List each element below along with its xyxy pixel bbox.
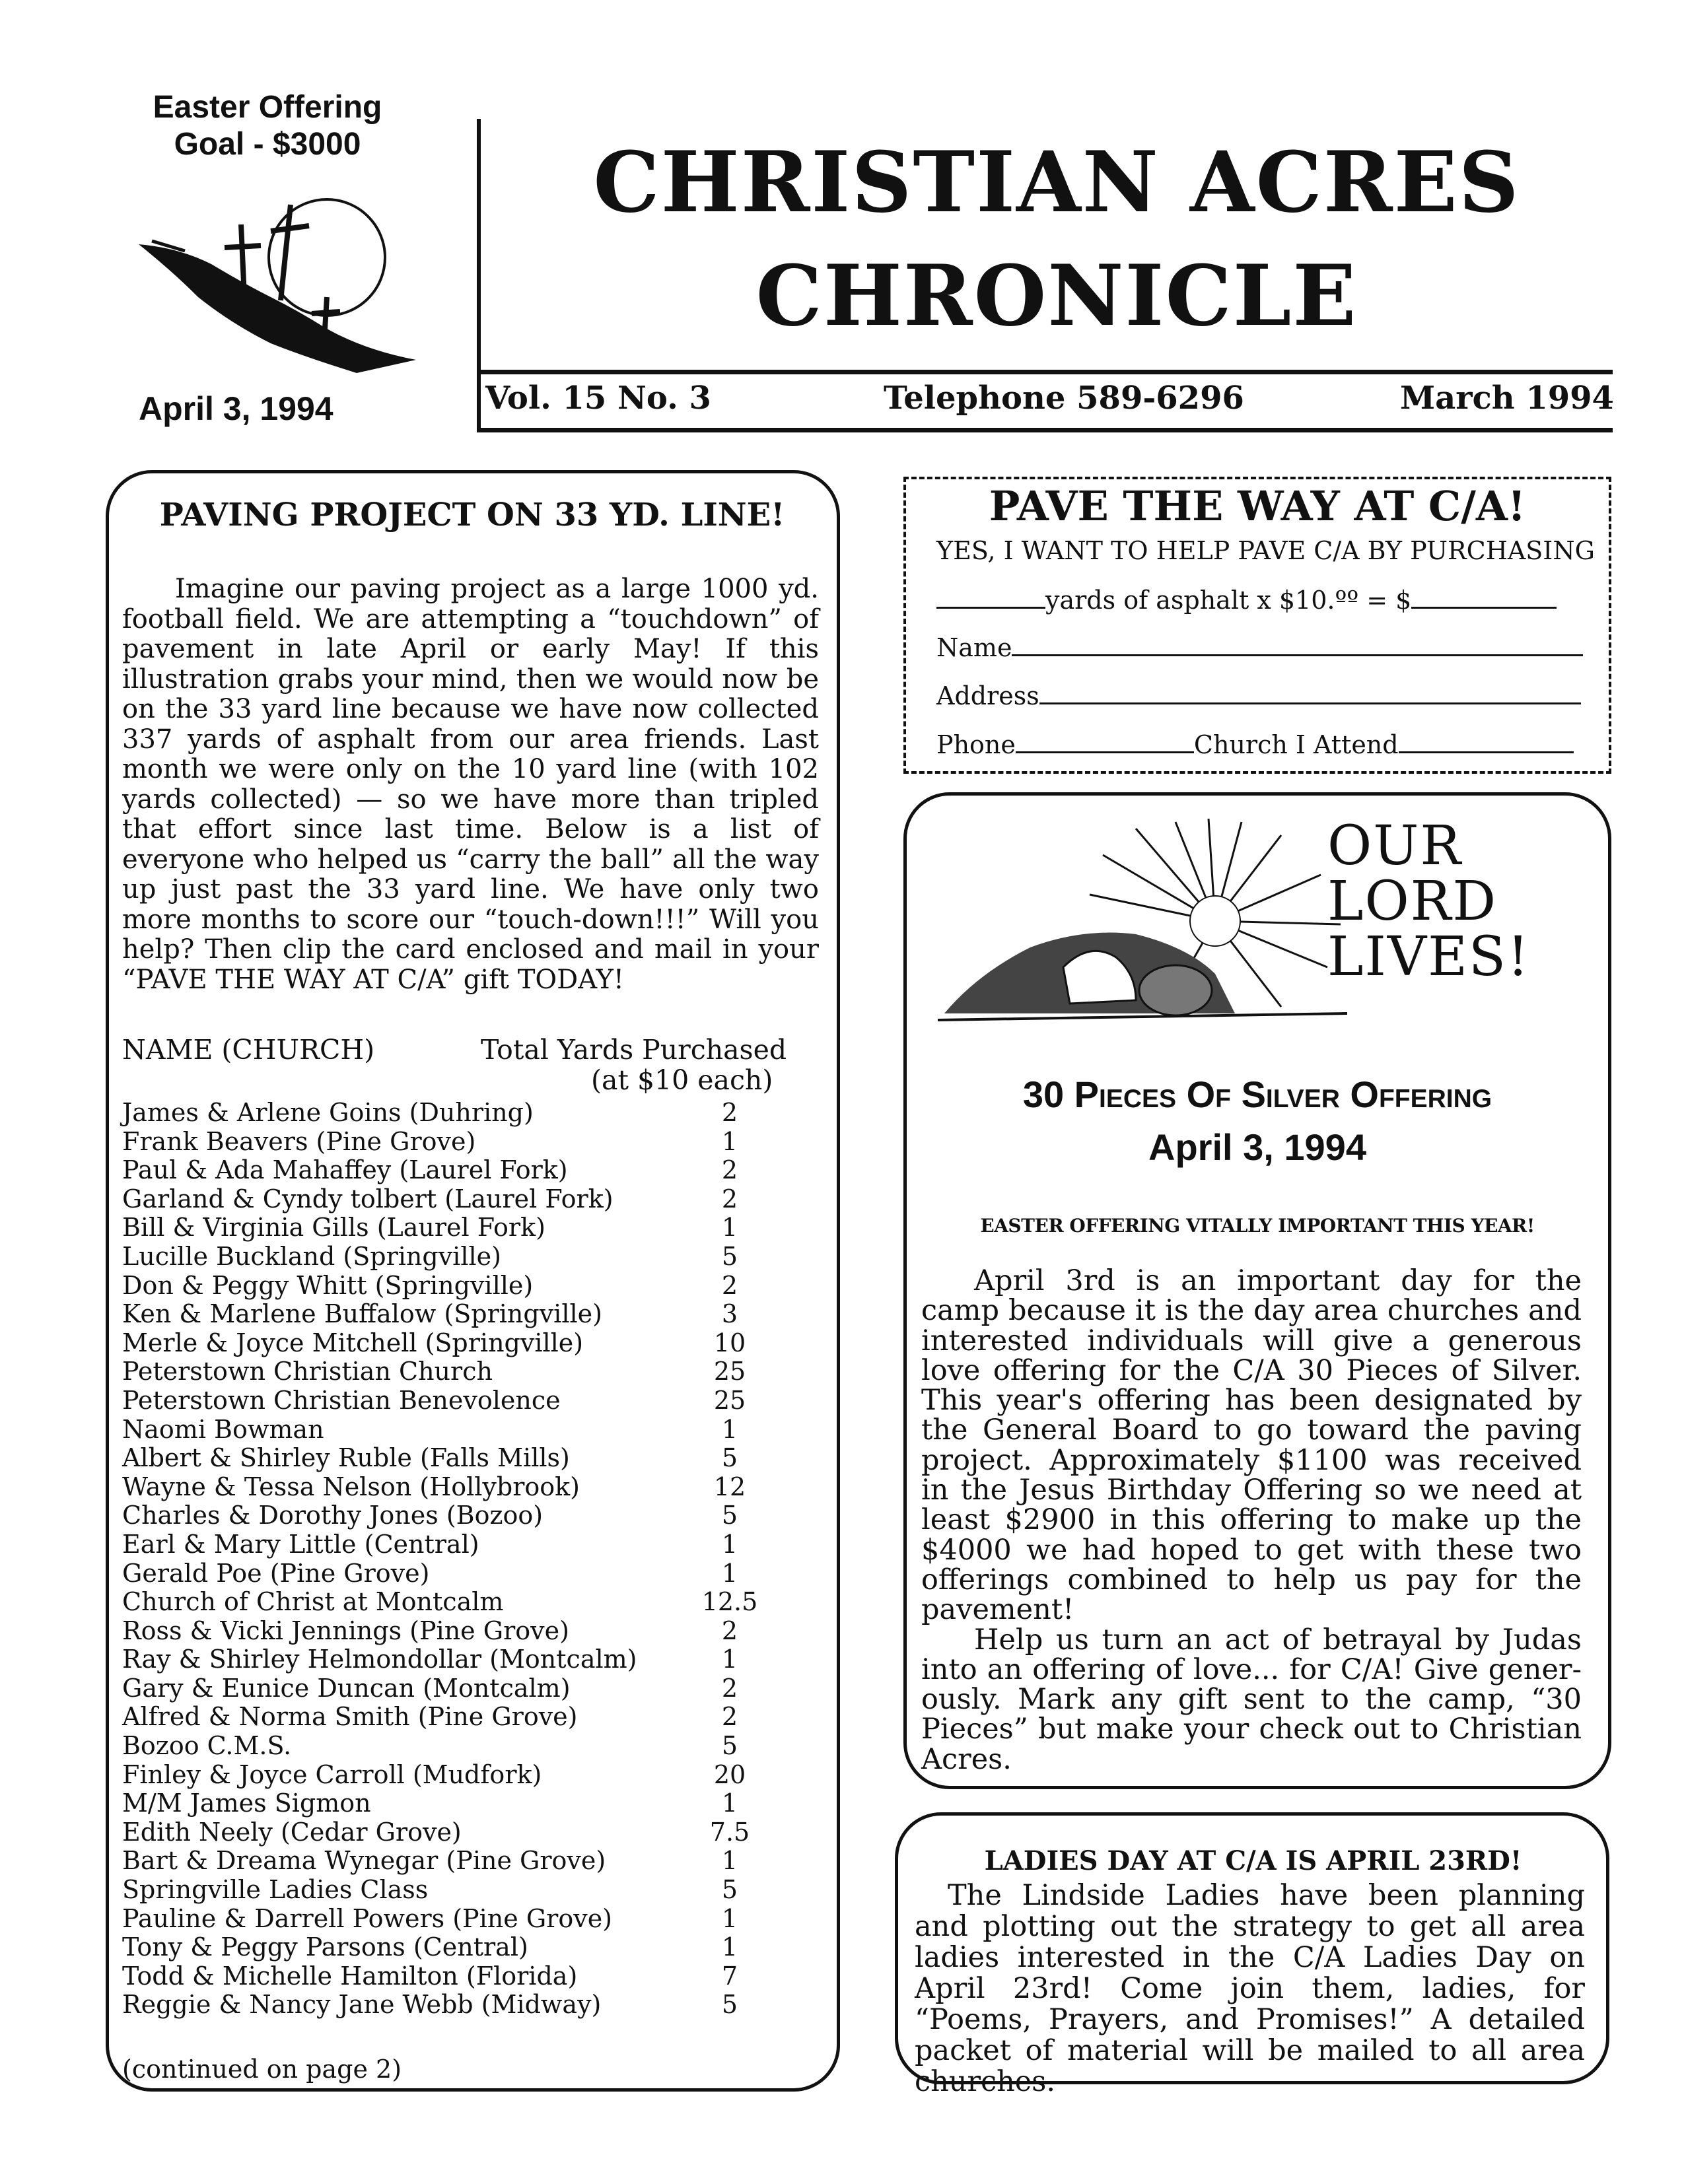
- easter-goal: [112, 89, 423, 163]
- donor-yards: 1: [721, 1558, 738, 1588]
- donor-yards: 12.5: [701, 1587, 758, 1617]
- donor-yards: 5: [721, 1990, 738, 2020]
- donor-name: Paul & Ada Mahaffey (Laurel Fork): [122, 1155, 568, 1185]
- donor-yards: 7: [721, 1961, 738, 1991]
- donor-name: Peterstown Christian Benevolence: [122, 1385, 561, 1415]
- donor-name: Ray & Shirley Helmondollar (Montcalm): [122, 1645, 637, 1674]
- donor-row: [122, 1272, 809, 1301]
- donor-name: Reggie & Nancy Jane Webb (Midway): [122, 1990, 602, 2020]
- easter-goal-line2: Goal - $3000: [174, 127, 361, 162]
- masthead-divider: [477, 119, 481, 429]
- masthead-rule-top: [477, 370, 1613, 374]
- easter-offering-date: April 3, 1994: [139, 390, 333, 427]
- phone-label: Phone: [936, 730, 1016, 759]
- donor-name: Ross & Vicki Jennings (Pine Grove): [122, 1616, 569, 1645]
- donor-yards: 2: [721, 1673, 738, 1703]
- name-label: Name: [936, 633, 1012, 662]
- column-name-header: NAME (CHURCH): [122, 1034, 375, 1066]
- donor-list: [122, 1099, 809, 2020]
- donor-name: Frank Beavers (Pine Grove): [122, 1126, 476, 1156]
- donor-name: Don & Peggy Whitt (Springville): [122, 1270, 534, 1300]
- donor-yards: 1: [721, 1126, 738, 1156]
- address-label: Address: [936, 681, 1039, 710]
- ladies-day-title: LADIES DAY AT C/A IS APRIL 23RD!: [984, 1845, 1522, 1876]
- coupon-line1: YES, I WANT TO HELP PAVE C/A BY PURCHASING: [936, 536, 1595, 565]
- paving-title: PAVING PROJECT ON 33 YD. LINE!: [159, 496, 785, 533]
- donor-row: [122, 1185, 809, 1214]
- donor-name: Naomi Bowman: [122, 1414, 324, 1444]
- silver-offering-title: 30 Pieces Of Silver Offering: [1022, 1074, 1492, 1115]
- issue-date: March 1994: [1400, 380, 1614, 417]
- donor-row: [122, 1588, 809, 1617]
- donor-name: Bozoo C.M.S.: [122, 1731, 292, 1761]
- coupon-name-row: [936, 632, 1583, 662]
- volume-number: Vol. 15 No. 3: [485, 380, 711, 417]
- donor-row: [122, 1128, 809, 1157]
- coupon-yards-row: [936, 584, 1557, 615]
- donor-name: Pauline & Darrell Powers (Pine Grove): [122, 1903, 613, 1933]
- donor-yards: 20: [713, 1759, 746, 1789]
- donor-yards: 1: [721, 1903, 738, 1933]
- donor-row: [122, 1213, 809, 1243]
- donor-row: [122, 1847, 809, 1876]
- donor-yards: 1: [721, 1789, 738, 1818]
- donor-yards: 1: [721, 1529, 738, 1559]
- donor-row: [122, 1300, 809, 1329]
- donor-row: [122, 1473, 809, 1502]
- column-each-header: (at $10 each): [591, 1064, 773, 1096]
- donor-name: Lucille Buckland (Springville): [122, 1241, 501, 1271]
- donor-yards: 1: [721, 1213, 738, 1243]
- paving-intro: Imagine our paving project as a large 1000 yd. football field. We are attempting a “touchdown” of pavement in late April or early May! If this illustration grabs your mind, then we would now be on the 33 yard line because we have now collected 337 yards of asphalt from our area friends. Last month we were only on the 10 yard line (with 102 yards collected) — so we have more than tripled that effort since last time. Below is a list of everyone who helped us “carry the ball” all the way up just past the 33 yard line. We have only two more months to score our “touch-down!!!” Will you help? Then clip the card enclosed and mail in your “PAVE THE WAY AT C/A” gift TODAY!: [122, 574, 819, 995]
- donor-name: M/M James Sigmon: [122, 1789, 371, 1818]
- coupon-title: PAVE THE WAY AT C/A!: [989, 482, 1526, 530]
- donor-yards: 5: [721, 1731, 738, 1761]
- donor-name: Bill & Virginia Gills (Laurel Fork): [122, 1213, 545, 1243]
- church-blank[interactable]: [1399, 729, 1574, 753]
- donor-name: Garland & Cyndy tolbert (Laurel Fork): [122, 1184, 614, 1213]
- our-lord-lives-art: [1327, 815, 1531, 988]
- donor-yards: 2: [721, 1616, 738, 1645]
- column-total-header: Total Yards Purchased: [481, 1034, 787, 1066]
- donor-yards: 5: [721, 1443, 738, 1473]
- donor-name: James & Arlene Goins (Duhring): [122, 1098, 534, 1127]
- silver-offering-date: April 3, 1994: [1148, 1126, 1366, 1168]
- donor-row: [122, 1099, 809, 1128]
- donor-row: [122, 1501, 809, 1530]
- donor-row: [122, 1530, 809, 1559]
- calvary-crosses-illustration: [139, 185, 429, 390]
- donor-row: [122, 1357, 809, 1386]
- donor-name: Church of Christ at Montcalm: [122, 1587, 504, 1617]
- silver-para1: April 3rd is an important day for the camp because it is the day area churches and interested individuals will give a generous love offering for the C/A 30 Pieces of Silver. This year's offering has been designated by the General Board to go toward the paving project. Approximately $1100 was received in the Jesus Birthday Offering so we need at least $2900 in this offering to make up the $4000 we had hoped to get with these two offerings combined to help us pay for the pavement!: [921, 1264, 1582, 1627]
- donor-row: [122, 1703, 809, 1732]
- donor-name: Gerald Poe (Pine Grove): [122, 1558, 430, 1588]
- donor-yards: 1: [721, 1645, 738, 1674]
- donor-name: Albert & Shirley Ruble (Falls Mills): [122, 1443, 570, 1473]
- donor-yards: 25: [713, 1385, 746, 1415]
- art-line2: LORD: [1327, 870, 1498, 933]
- donor-yards: 2: [721, 1098, 738, 1127]
- empty-tomb-illustration: [938, 815, 1347, 1033]
- donor-yards: 1: [721, 1932, 738, 1962]
- donor-name: Alfred & Norma Smith (Pine Grove): [122, 1702, 578, 1732]
- phone-blank[interactable]: [1016, 729, 1194, 753]
- donor-yards: 5: [721, 1241, 738, 1271]
- donor-row: [122, 1645, 809, 1674]
- donor-yards: 2: [721, 1184, 738, 1213]
- donor-row: [122, 1962, 809, 1991]
- donor-name: Earl & Mary Little (Central): [122, 1529, 479, 1559]
- donor-yards: 3: [721, 1299, 738, 1329]
- donor-row: [122, 1991, 809, 2020]
- donor-row: [122, 1905, 809, 1934]
- donor-name: Peterstown Christian Church: [122, 1357, 493, 1386]
- donor-yards: 1: [721, 1846, 738, 1876]
- donor-yards: 7.5: [709, 1817, 750, 1847]
- donor-yards: 25: [713, 1357, 746, 1386]
- silver-para2: Help us turn an act of betrayal by Judas into an offering of love... for C/A! Give gener-ously. Mark any gift sent to the camp, “30 Pieces” but make your check out to Christian Acres.: [921, 1623, 1582, 1776]
- continued-note: (continued on page 2): [122, 2055, 402, 2084]
- donor-name: Charles & Dorothy Jones (Bozoo): [122, 1501, 544, 1530]
- amount-blank[interactable]: [1411, 584, 1557, 609]
- name-blank[interactable]: [1012, 632, 1583, 656]
- coupon-phone-row: [936, 729, 1574, 759]
- donor-row: [122, 1559, 809, 1588]
- donor-row: [122, 1674, 809, 1703]
- donor-row: [122, 1617, 809, 1646]
- silver-offering-subhead: EASTER OFFERING VITALLY IMPORTANT THIS YEAR!: [980, 1215, 1535, 1237]
- donor-yards: 5: [721, 1875, 738, 1905]
- donor-row: [122, 1416, 809, 1445]
- title-line2: CHRONICLE: [755, 247, 1358, 345]
- donor-row: [122, 1761, 809, 1790]
- donor-name: Springville Ladies Class: [122, 1875, 429, 1905]
- ladies-day-body: The Lindside Ladies have been planning and plotting out the strategy to get all area ladies interested in the C/A Ladies Day on April 23rd! Come join them, ladies, for “Poems, Prayers, and Promises!” A detailed packet of material will be mailed to all area churches.: [915, 1879, 1585, 2098]
- donor-row: [122, 1156, 809, 1185]
- donor-yards: 10: [713, 1328, 746, 1357]
- donor-yards: 12: [713, 1472, 746, 1501]
- donor-row: [122, 1818, 809, 1847]
- donor-yards: 2: [721, 1270, 738, 1300]
- donor-name: Edith Neely (Cedar Grove): [122, 1817, 462, 1847]
- donor-row: [122, 1243, 809, 1272]
- donor-row: [122, 1732, 809, 1761]
- telephone: Telephone 589-6296: [884, 380, 1244, 417]
- church-label: Church I Attend: [1193, 730, 1399, 759]
- donor-yards: 5: [721, 1501, 738, 1530]
- masthead-rule-bottom: [477, 428, 1613, 432]
- donor-row: [122, 1789, 809, 1818]
- donor-name: Finley & Joyce Carroll (Mudfork): [122, 1759, 542, 1789]
- donor-row: [122, 1329, 809, 1358]
- donor-yards: 2: [721, 1702, 738, 1732]
- donor-name: Merle & Joyce Mitchell (Springville): [122, 1328, 584, 1357]
- silver-offering-body: [921, 1266, 1582, 1775]
- address-blank[interactable]: [1039, 680, 1581, 704]
- donor-row: [122, 1386, 809, 1416]
- easter-goal-line1: Easter Offering: [153, 90, 382, 125]
- donor-name: Gary & Eunice Duncan (Montcalm): [122, 1673, 571, 1703]
- art-line3: LIVES!: [1327, 926, 1531, 988]
- coupon-address-row: [936, 680, 1581, 710]
- yards-blank[interactable]: [936, 584, 1045, 609]
- donor-name: Ken & Marlene Buffalow (Springville): [122, 1299, 602, 1329]
- title-line1: CHRISTIAN ACRES: [593, 133, 1520, 231]
- donor-row: [122, 1444, 809, 1473]
- donor-name: Tony & Peggy Parsons (Central): [122, 1932, 528, 1962]
- donor-name: Bart & Dreama Wynegar (Pine Grove): [122, 1846, 606, 1876]
- yards-label: yards of asphalt x $10.ºº = $: [1045, 586, 1412, 615]
- donor-name: Todd & Michelle Hamilton (Florida): [122, 1961, 578, 1991]
- newsletter-title: [502, 125, 1611, 353]
- donor-yards: 2: [721, 1155, 738, 1185]
- donor-name: Wayne & Tessa Nelson (Hollybrook): [122, 1472, 580, 1501]
- art-line1: OUR: [1327, 815, 1463, 877]
- donor-row: [122, 1933, 809, 1962]
- donor-row: [122, 1876, 809, 1905]
- donor-yards: 1: [721, 1414, 738, 1444]
